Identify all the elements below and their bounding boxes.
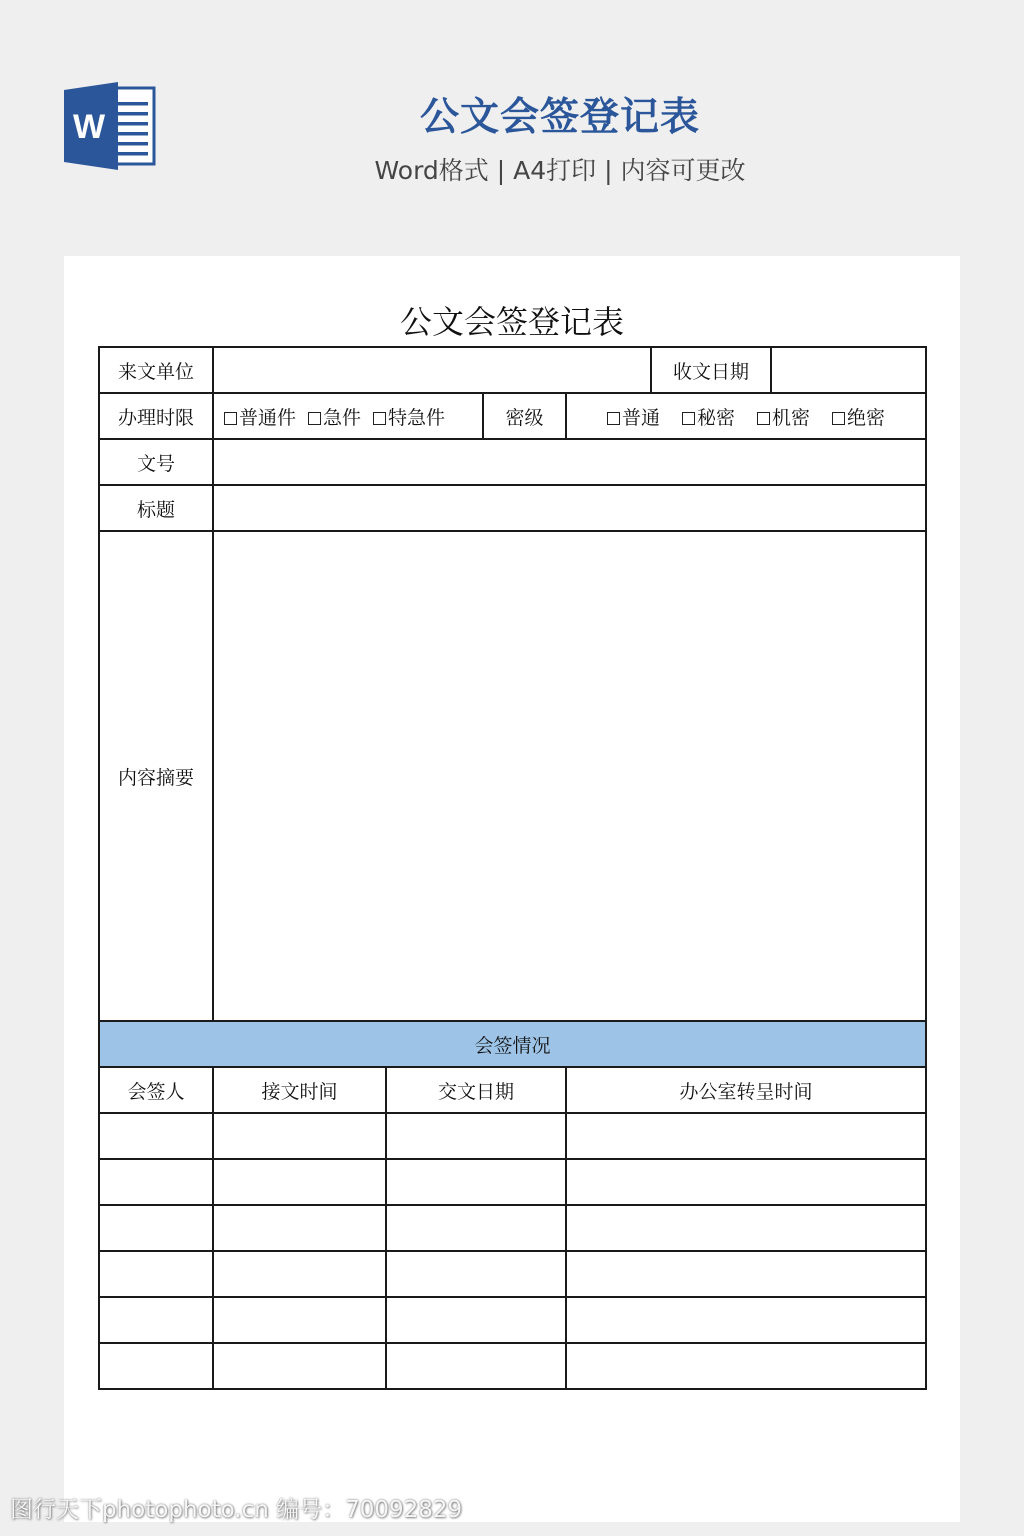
receive-date-field[interactable] (771, 347, 926, 393)
signer-cell[interactable] (99, 1343, 213, 1389)
header-subtitle: Word格式 | A4打印 | 内容可更改 (374, 156, 746, 185)
document-page (64, 256, 960, 1522)
form-row-summary (99, 531, 926, 1021)
office-transfer-time-cell[interactable] (566, 1159, 926, 1205)
registration-form-table (98, 346, 927, 1390)
col-header-signer: 会签人 (99, 1067, 213, 1113)
secrecy-options (566, 393, 926, 439)
signer-cell[interactable] (99, 1251, 213, 1297)
checkbox-icon[interactable] (373, 412, 386, 425)
signer-cell[interactable] (99, 1159, 213, 1205)
office-transfer-time-cell[interactable] (566, 1297, 926, 1343)
watermark: 图行天下photophoto.cn 编号：70092829 (10, 1497, 463, 1523)
form-row-doc-number (99, 439, 926, 485)
receive-time-cell[interactable] (213, 1159, 386, 1205)
subject-label: 标题 (99, 485, 213, 531)
checkbox-icon[interactable] (832, 412, 845, 425)
deadline-label: 办理时限 (99, 393, 213, 439)
secrecy-option-normal[interactable]: 普通 (607, 407, 660, 429)
deadline-option-very-urgent[interactable]: 特急件 (373, 407, 445, 429)
form-row-source (99, 347, 926, 393)
doc-number-label: 文号 (99, 439, 213, 485)
checkbox-icon[interactable] (308, 412, 321, 425)
office-transfer-time-cell[interactable] (566, 1113, 926, 1159)
checkbox-icon[interactable] (682, 412, 695, 425)
secrecy-option-secret[interactable]: 秘密 (682, 407, 735, 429)
signer-cell[interactable] (99, 1297, 213, 1343)
word-logo-letter: W (72, 108, 106, 146)
header-title: 公文会签登记表 (419, 95, 700, 140)
table-row (99, 1251, 926, 1297)
office-transfer-time-cell[interactable] (566, 1205, 926, 1251)
submit-date-cell[interactable] (386, 1205, 566, 1251)
office-transfer-time-cell[interactable] (566, 1251, 926, 1297)
checkbox-icon[interactable] (607, 412, 620, 425)
submit-date-cell[interactable] (386, 1113, 566, 1159)
submit-date-cell[interactable] (386, 1297, 566, 1343)
receive-date-label: 收文日期 (651, 347, 771, 393)
office-transfer-time-cell[interactable] (566, 1343, 926, 1389)
summary-field[interactable] (213, 531, 926, 1021)
submit-date-cell[interactable] (386, 1251, 566, 1297)
secrecy-label: 密级 (483, 393, 566, 439)
source-unit-label: 来文单位 (99, 347, 213, 393)
form-title: 公文会签登记表 (399, 303, 624, 341)
secrecy-option-confidential[interactable]: 机密 (757, 407, 810, 429)
deadline-option-normal[interactable]: 普通件 (224, 407, 296, 429)
doc-number-field[interactable] (213, 439, 926, 485)
form-row-subject (99, 485, 926, 531)
deadline-option-urgent[interactable]: 急件 (308, 407, 361, 429)
secrecy-option-top-secret[interactable]: 绝密 (832, 407, 885, 429)
receive-time-cell[interactable] (213, 1251, 386, 1297)
col-header-submit-date: 交文日期 (386, 1067, 566, 1113)
countersign-section-header: 会签情况 (99, 1021, 926, 1067)
col-header-receive-time: 接文时间 (213, 1067, 386, 1113)
form-row-deadline (99, 393, 926, 439)
word-icon (64, 82, 156, 170)
table-row (99, 1113, 926, 1159)
signer-cell[interactable] (99, 1113, 213, 1159)
countersign-header-row (99, 1067, 926, 1113)
checkbox-icon[interactable] (224, 412, 237, 425)
subject-field[interactable] (213, 485, 926, 531)
table-row (99, 1343, 926, 1389)
table-row (99, 1159, 926, 1205)
signer-cell[interactable] (99, 1205, 213, 1251)
receive-time-cell[interactable] (213, 1205, 386, 1251)
submit-date-cell[interactable] (386, 1343, 566, 1389)
receive-time-cell[interactable] (213, 1343, 386, 1389)
submit-date-cell[interactable] (386, 1159, 566, 1205)
summary-label: 内容摘要 (99, 531, 213, 1021)
checkbox-icon[interactable] (757, 412, 770, 425)
col-header-office-transfer-time: 办公室转呈时间 (566, 1067, 926, 1113)
table-row (99, 1297, 926, 1343)
deadline-options (213, 393, 483, 439)
countersign-section-row (99, 1021, 926, 1067)
table-row (99, 1205, 926, 1251)
receive-time-cell[interactable] (213, 1297, 386, 1343)
source-unit-field[interactable] (213, 347, 651, 393)
receive-time-cell[interactable] (213, 1113, 386, 1159)
